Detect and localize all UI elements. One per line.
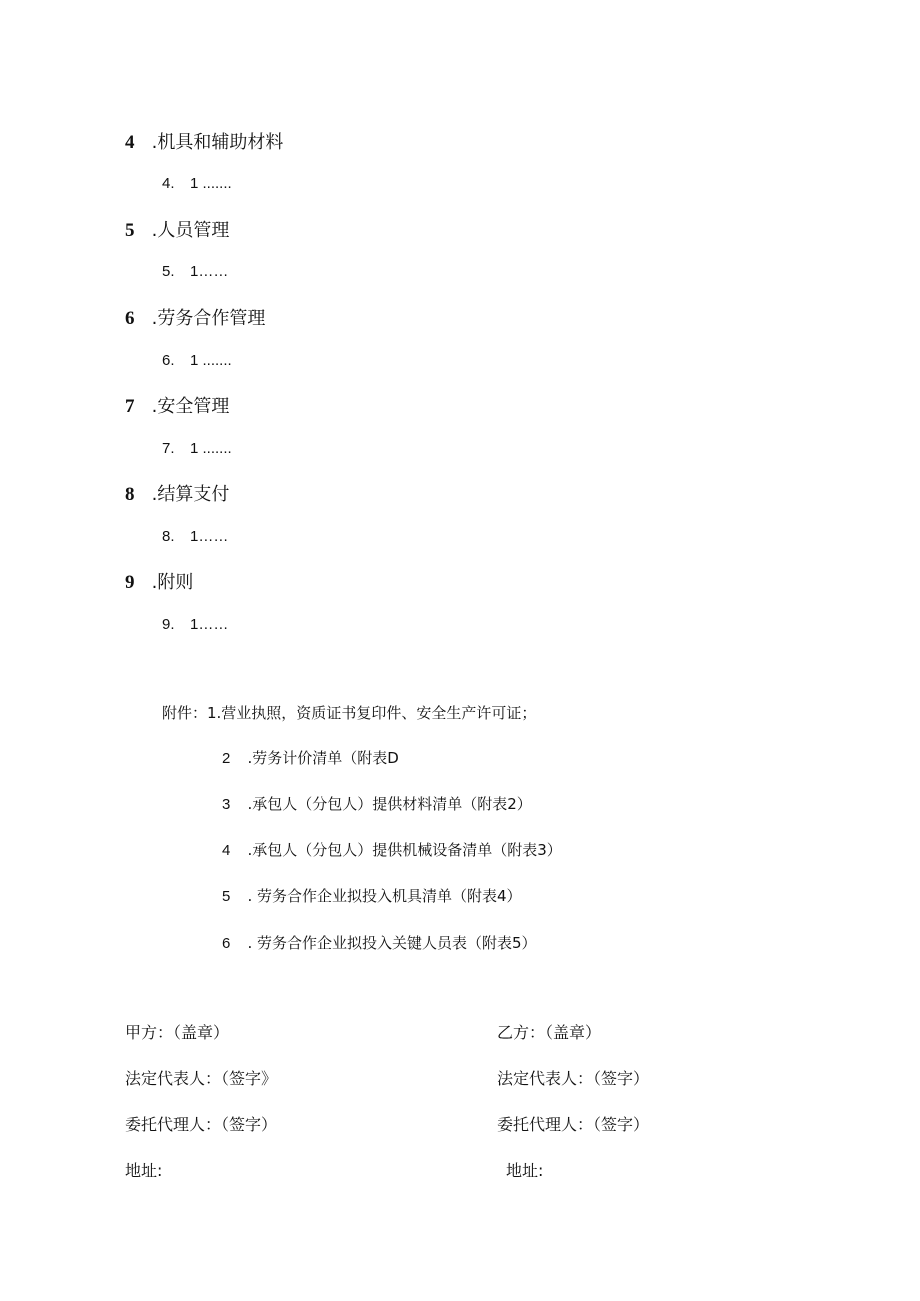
section-subitem xyxy=(162,440,232,457)
attachment-item xyxy=(222,839,562,860)
subitem-text: 1 ....... xyxy=(190,175,232,192)
section-number: 6 xyxy=(125,308,135,329)
party-a-legal-rep: 法定代表人：（签字》 xyxy=(125,1069,278,1088)
subitem-text: 1…… xyxy=(190,616,229,633)
attachment-number: 6 xyxy=(222,935,231,952)
subitem-text: 1 ....... xyxy=(190,440,232,457)
section-subitem xyxy=(162,175,232,192)
attachment-item xyxy=(222,747,399,768)
attachment-item xyxy=(222,793,532,814)
attachment-number: 4 xyxy=(222,842,231,859)
subitem-text: 1…… xyxy=(190,528,229,545)
section-title: .劳务合作管理 xyxy=(151,308,266,329)
section-title: .机具和辅助材料 xyxy=(151,132,284,153)
attachment-text: .劳务计价清单（附表D xyxy=(247,749,399,767)
section-title: .结算支付 xyxy=(151,484,230,505)
party-a-agent: 委托代理人：（签字） xyxy=(125,1115,278,1134)
section-subitem xyxy=(162,616,228,633)
section-subitem xyxy=(162,528,228,545)
subitem-number: 4. xyxy=(162,175,175,192)
section-heading xyxy=(125,304,265,330)
section-number: 4 xyxy=(125,132,135,153)
section-heading xyxy=(125,568,193,594)
party-b-agent: 委托代理人：（签字） xyxy=(497,1115,650,1134)
subitem-number: 5. xyxy=(162,263,175,280)
section-title: .附则 xyxy=(151,572,194,593)
attachment-text: . 劳务合作企业拟投入机具清单（附表4） xyxy=(247,887,522,905)
attachment-number: 5 xyxy=(222,888,231,905)
section-number: 5 xyxy=(125,220,135,241)
party-b-address: 地址: xyxy=(506,1161,544,1180)
section-title: .人员管理 xyxy=(151,220,230,241)
attachment-number: 2 xyxy=(222,750,231,767)
section-number: 8 xyxy=(125,484,135,505)
party-a-address: 地址: xyxy=(125,1161,163,1180)
attachment-text: .承包人（分包人）提供材料清单（附表2） xyxy=(247,795,532,813)
attachment-number: 3 xyxy=(222,796,231,813)
section-title: .安全管理 xyxy=(151,396,230,417)
subitem-text: 1 ....... xyxy=(190,352,232,369)
section-subitem xyxy=(162,352,232,369)
section-number: 9 xyxy=(125,572,135,593)
section-number: 7 xyxy=(125,396,135,417)
attachment-item xyxy=(222,932,537,953)
subitem-number: 6. xyxy=(162,352,175,369)
attachment-intro: 附件：1.营业执照，资质证书复印件、安全生产许可证； xyxy=(162,704,537,722)
party-b-legal-rep: 法定代表人：（签字） xyxy=(497,1069,650,1088)
party-a-seal: 甲方：（盖章） xyxy=(125,1023,230,1042)
section-heading xyxy=(125,128,283,154)
subitem-number: 7. xyxy=(162,440,175,457)
attachment-text: . 劳务合作企业拟投入关键人员表（附表5） xyxy=(247,934,537,952)
section-subitem xyxy=(162,263,228,280)
subitem-number: 9. xyxy=(162,616,175,633)
subitem-text: 1…… xyxy=(190,263,229,280)
attachment-item xyxy=(222,885,522,906)
party-b-seal: 乙方：（盖章） xyxy=(497,1023,602,1042)
section-heading xyxy=(125,392,229,418)
section-heading xyxy=(125,216,229,242)
attachment-text: .承包人（分包人）提供机械设备清单（附表3） xyxy=(247,841,562,859)
section-heading xyxy=(125,480,229,506)
subitem-number: 8. xyxy=(162,528,175,545)
